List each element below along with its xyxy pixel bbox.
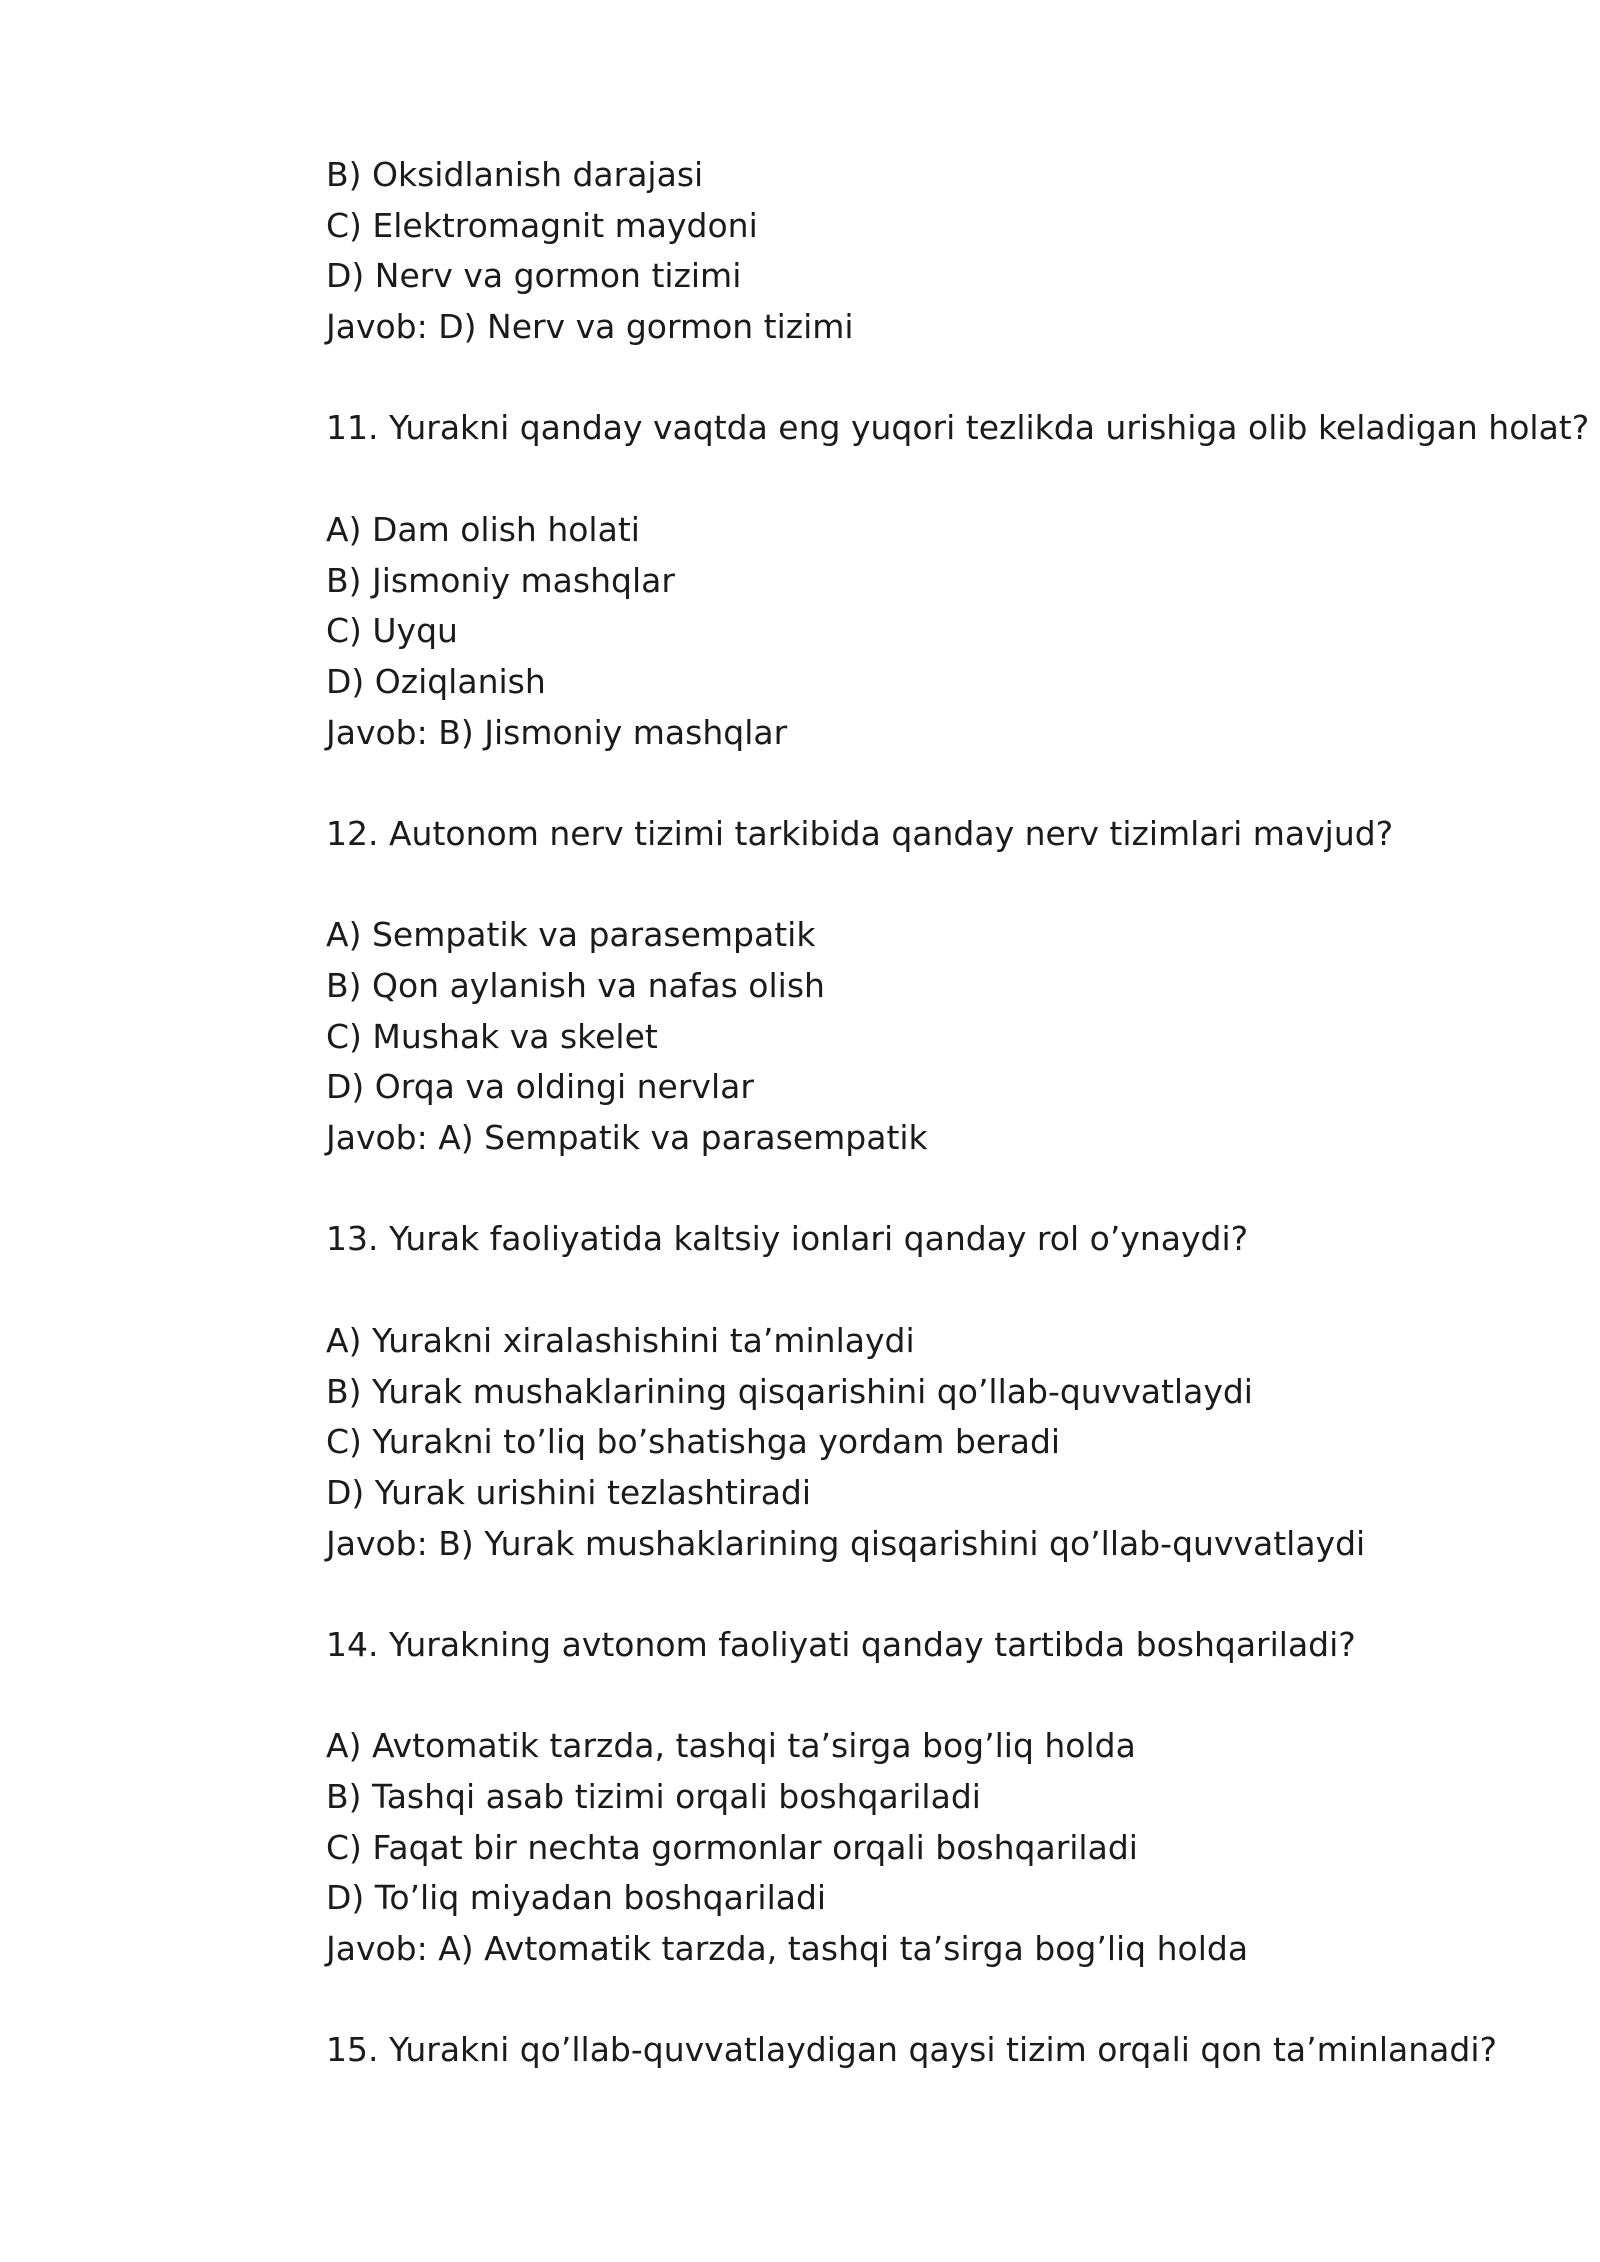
option-b: B) Qon aylanish va nafas olish xyxy=(326,966,825,1005)
document-page xyxy=(326,150,1590,2076)
answer-line: Javob: B) Jismoniy mashqlar xyxy=(326,712,788,752)
answer-line: Javob: B) Yurak mushaklarining qisqarishini qo’llab-quvvatlaydi xyxy=(326,1523,1366,1563)
option-b: B) Oksidlanish darajasi xyxy=(326,155,704,194)
option-b: B) Jismoniy mashqlar xyxy=(326,560,675,600)
option-b: B) Tashqi asab tizimi orqali boshqariladi xyxy=(326,1777,981,1816)
spacer xyxy=(326,1975,1576,2026)
question-text: 13. Yurak faoliyatida kaltsiy ionlari qanday rol o’ynaydi? xyxy=(326,1219,1249,1259)
answer-line: Javob: A) Sempatik va parasempatik xyxy=(326,1118,928,1158)
option-c: C) Uyqu xyxy=(326,611,458,651)
option-a: A) Yurakni xiralashishini ta’minlaydi xyxy=(326,1320,915,1360)
option-a: A) Avtomatik tarzda, tashqi ta’sirga bog’liq holda xyxy=(326,1726,1136,1766)
option-c: C) Faqat bir nechta gormonlar orqali boshqariladi xyxy=(326,1827,1138,1867)
answer-line: Javob: D) Nerv va gormon tizimi xyxy=(326,307,854,347)
option-d: D) Oziqlanish xyxy=(326,661,546,701)
answer-line: Javob: A) Avtomatik tarzda, tashqi ta’sirga bog’liq holda xyxy=(326,1929,1249,1969)
option-d: D) Nerv va gormon tizimi xyxy=(326,256,742,296)
question-block-13 xyxy=(326,1214,1576,1569)
option-a: A) Sempatik va parasempatik xyxy=(326,915,816,955)
question-block-11 xyxy=(326,403,1590,758)
option-c: C) Elektromagnit maydoni xyxy=(326,205,758,245)
spacer xyxy=(326,353,1576,404)
spacer xyxy=(326,1569,1576,1620)
option-c: C) Mushak va skelet xyxy=(326,1016,658,1056)
spacer xyxy=(326,758,1576,809)
spacer xyxy=(326,1671,1576,1722)
question-block-15 xyxy=(326,2025,1576,2076)
spacer xyxy=(326,860,1576,911)
spacer xyxy=(326,454,1576,505)
spacer xyxy=(326,1164,1576,1215)
question-block-carryover xyxy=(326,150,1576,353)
option-d: D) Yurak urishini tezlashtiradi xyxy=(326,1472,812,1512)
question-text: 12. Autonom nerv tizimi tarkibida qanday nerv tizimlari mavjud? xyxy=(326,813,1394,853)
option-a: A) Dam olish holati xyxy=(326,509,640,549)
option-b: B) Yurak mushaklarining qisqarishini qo’llab-quvvatlaydi xyxy=(326,1371,1253,1411)
option-d: D) Orqa va oldingi nervlar xyxy=(326,1067,754,1107)
question-block-12 xyxy=(326,809,1576,1164)
option-c: C) Yurakni to’liq bo’shatishga yordam beradi xyxy=(326,1422,1061,1462)
option-d: D) To’liq miyadan boshqariladi xyxy=(326,1878,827,1918)
spacer xyxy=(326,1265,1576,1316)
question-text: 14. Yurakning avtonom faoliyati qanday tartibda boshqariladi? xyxy=(326,1624,1356,1664)
question-text: 11. Yurakni qanday vaqtda eng yuqori tezlikda urishiga olib keladigan holat? xyxy=(326,408,1590,448)
question-block-14 xyxy=(326,1620,1576,1975)
question-text: 15. Yurakni qo’llab-quvvatlaydigan qaysi tizim orqali qon ta’minlanadi? xyxy=(326,2030,1498,2070)
